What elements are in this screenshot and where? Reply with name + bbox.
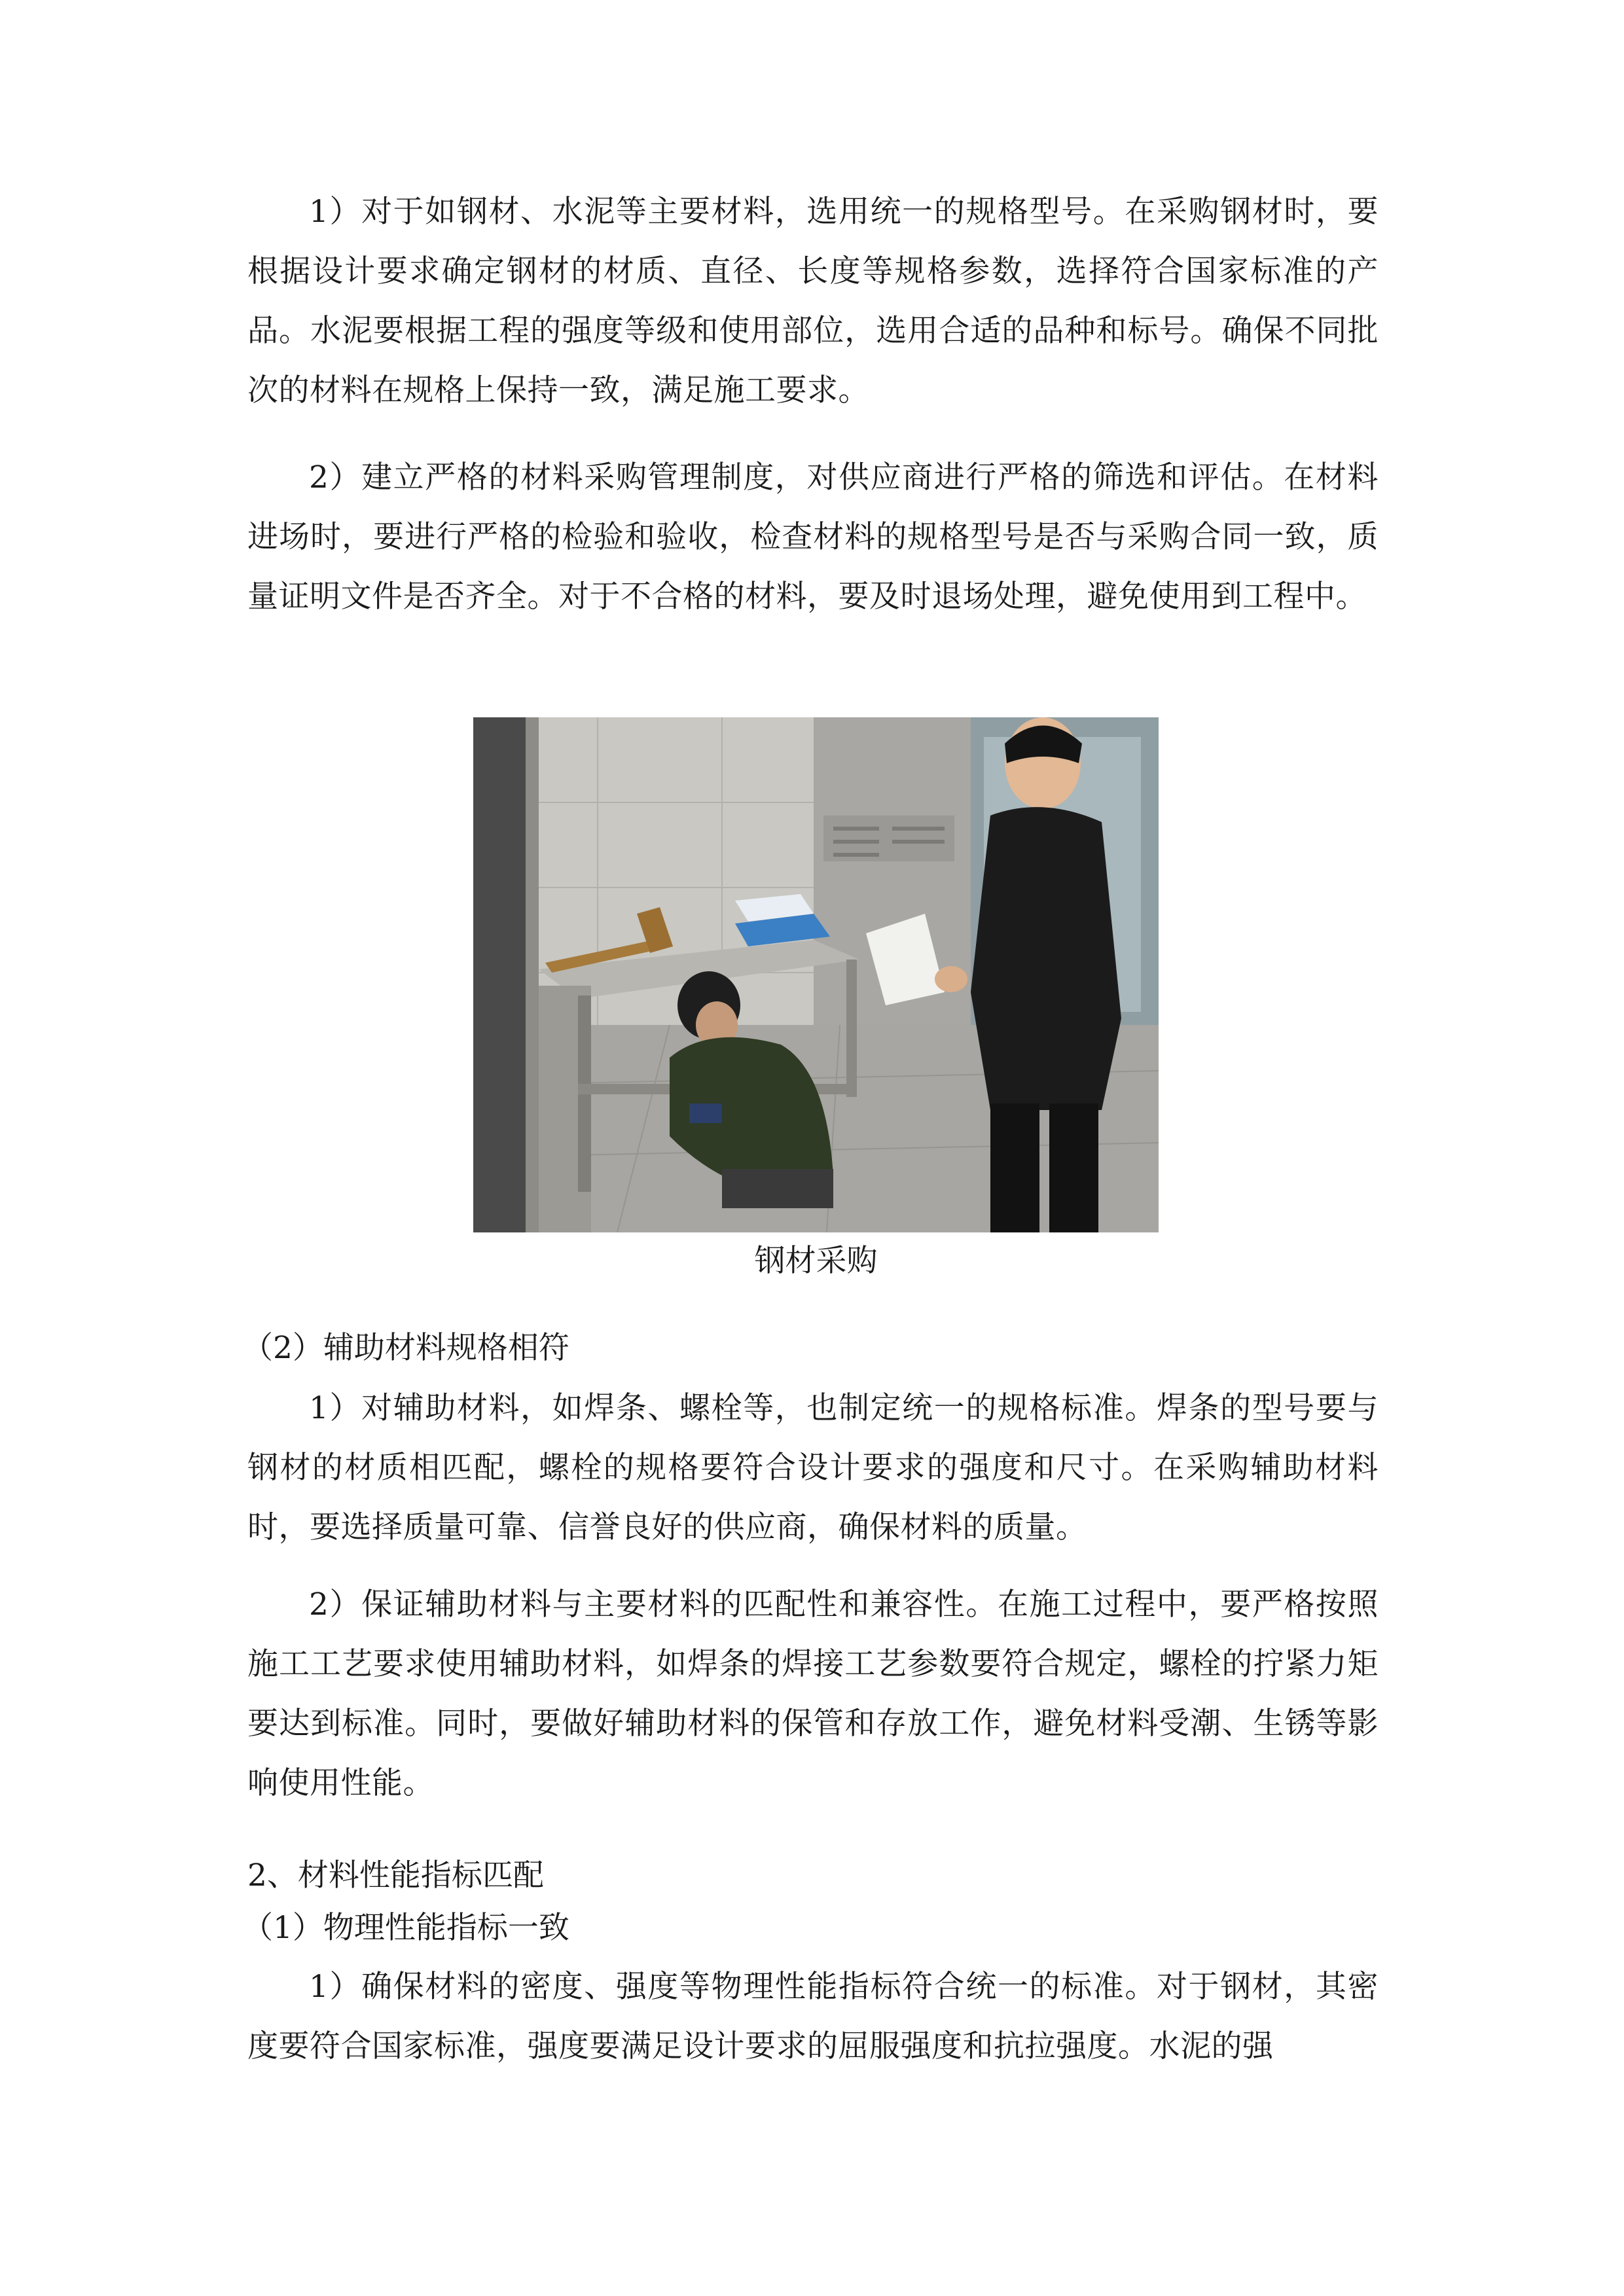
paragraph-main-material-spec: 1）对于如钢材、水泥等主要材料，选用统一的规格型号。在采购钢材时，要根据设计要求确定钢材的材质、直径、长度等规格参数，选择符合国家标准的产品。水泥要根据工程的强度等级和使用部位，选用合适的品种和标号。确保不同批次的材料在规格上保持一致，满足施工要求。 [247, 194, 1379, 408]
steel-procurement-photo [473, 717, 1159, 1232]
paragraph-procurement-management: 2）建立严格的材料采购管理制度，对供应商进行严格的筛选和评估。在材料进场时，要进行严格的检验和验收，检查材料的规格型号是否与采购合同一致，质量证明文件是否齐全。对于不合格的材料，要及时退场处理，避免使用到工程中。 [247, 459, 1379, 615]
figure-caption: 钢材采购 [754, 1243, 878, 1279]
heading-performance-match: 2、材料性能指标匹配 [247, 1857, 544, 1893]
paragraph-auxiliary-spec: 1）对辅助材料，如焊条、螺栓等，也制定统一的规格标准。焊条的型号要与钢材的材质相匹配，螺栓的规格要符合设计要求的强度和尺寸。在采购辅助材料时，要选择质量可靠、信誉良好的供应商，确保材料的质量。 [247, 1390, 1379, 1545]
heading-auxiliary-material: （2）辅助材料规格相符 [242, 1330, 569, 1366]
heading-physical-performance: （1）物理性能指标一致 [242, 1910, 569, 1946]
paragraph-auxiliary-compatibility: 2）保证辅助材料与主要材料的匹配性和兼容性。在施工过程中，要严格按照施工工艺要求使用辅助材料，如焊条的焊接工艺参数要符合规定，螺栓的拧紧力矩要达到标准。同时，要做好辅助材料的保管和存放工作，避免材料受潮、生锈等影响使用性能。 [247, 1587, 1379, 1801]
paragraph-physical-performance: 1）确保材料的密度、强度等物理性能指标符合统一的标准。对于钢材，其密度要符合国家标准，强度要满足设计要求的屈服强度和抗拉强度。水泥的强 [247, 1969, 1379, 2064]
